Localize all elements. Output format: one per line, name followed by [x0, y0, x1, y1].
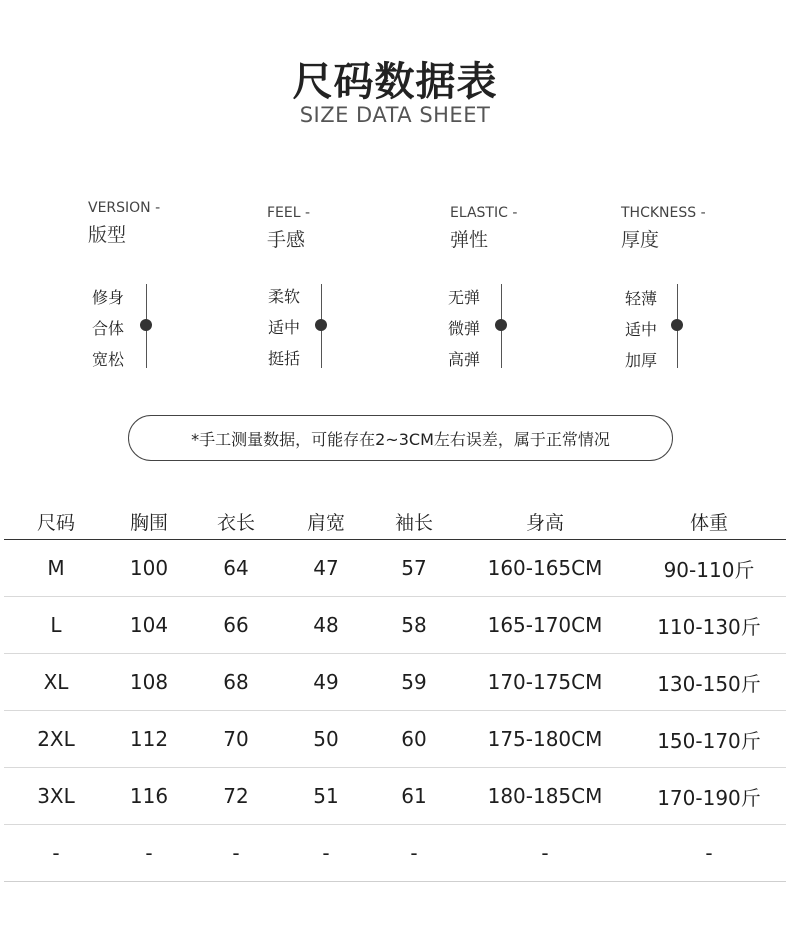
table-cell: 47	[282, 540, 370, 597]
column-header: 尺码	[4, 503, 108, 540]
table-cell: 48	[282, 597, 370, 654]
table-cell: 50	[282, 711, 370, 768]
table-cell: -	[458, 825, 632, 882]
scale-option: 合体	[92, 319, 125, 338]
table-cell: 51	[282, 768, 370, 825]
scale-marker	[315, 319, 327, 331]
table-cell: 90-110斤	[632, 540, 786, 597]
thickness-scale	[625, 284, 765, 368]
page-subtitle: SIZE DATA SHEET	[299, 103, 491, 127]
table-cell: 2XL	[4, 711, 108, 768]
table-cell: 49	[282, 654, 370, 711]
attribute-thickness	[621, 205, 706, 252]
attribute-en-label: ELASTIC -	[450, 205, 518, 221]
table-cell: -	[108, 825, 190, 882]
table-cell: 72	[190, 768, 282, 825]
attribute-feel	[267, 205, 310, 252]
scale-option: 修身	[92, 288, 125, 307]
scale-marker	[140, 319, 152, 331]
table-cell: -	[632, 825, 786, 882]
table-cell: 58	[370, 597, 458, 654]
scale-option: 宽松	[92, 350, 125, 369]
scale-option: 挺括	[268, 349, 301, 368]
scale-option: 高弹	[448, 350, 481, 369]
table-cell: 100	[108, 540, 190, 597]
column-header: 身高	[458, 503, 632, 540]
table-cell: 70	[190, 711, 282, 768]
scale-marker	[495, 319, 507, 331]
scale-option: 微弹	[448, 319, 481, 338]
table-row	[4, 711, 786, 768]
table-cell: -	[282, 825, 370, 882]
table-cell: 170-175CM	[458, 654, 632, 711]
table-cell: 150-170斤	[632, 711, 786, 768]
column-header: 肩宽	[282, 503, 370, 540]
table-row	[4, 825, 786, 882]
table-cell: 110-130斤	[632, 597, 786, 654]
feel-scale	[268, 284, 408, 368]
scale-marker	[671, 319, 683, 331]
attribute-version	[88, 200, 160, 247]
table-cell: 165-170CM	[458, 597, 632, 654]
table-cell: 61	[370, 768, 458, 825]
table-cell: 108	[108, 654, 190, 711]
page-title: 尺码数据表	[292, 59, 498, 105]
scale-option: 无弹	[448, 288, 481, 307]
version-scale	[92, 284, 232, 368]
table-cell: 66	[190, 597, 282, 654]
table-cell: -	[190, 825, 282, 882]
table-cell: 3XL	[4, 768, 108, 825]
table-cell: 57	[370, 540, 458, 597]
scale-option: 适中	[625, 320, 658, 339]
column-header: 体重	[632, 503, 786, 540]
table-cell: 160-165CM	[458, 540, 632, 597]
size-table	[4, 503, 786, 882]
measurement-note: *手工测量数据，可能存在2~3CM左右误差，属于正常情况	[128, 415, 673, 461]
table-cell: 59	[370, 654, 458, 711]
table-cell: 64	[190, 540, 282, 597]
attribute-cn-label: 厚度	[621, 229, 660, 251]
table-row	[4, 768, 786, 825]
table-cell: 175-180CM	[458, 711, 632, 768]
table-header-row	[4, 503, 786, 540]
table-row	[4, 597, 786, 654]
table-cell: 60	[370, 711, 458, 768]
table-cell: 130-150斤	[632, 654, 786, 711]
column-header: 袖长	[370, 503, 458, 540]
table-cell: 68	[190, 654, 282, 711]
attribute-cn-label: 版型	[88, 224, 127, 246]
table-cell: XL	[4, 654, 108, 711]
scale-option: 加厚	[625, 351, 658, 370]
table-cell: L	[4, 597, 108, 654]
column-header: 衣长	[190, 503, 282, 540]
attribute-en-label: VERSION -	[88, 200, 161, 216]
attribute-cn-label: 手感	[267, 229, 306, 251]
attribute-cn-label: 弹性	[450, 229, 489, 251]
table-cell: 116	[108, 768, 190, 825]
table-cell: -	[370, 825, 458, 882]
table-row	[4, 540, 786, 597]
table-cell: 112	[108, 711, 190, 768]
attribute-en-label: FEEL -	[267, 205, 311, 221]
table-cell: 104	[108, 597, 190, 654]
attribute-en-label: THCKNESS -	[621, 205, 706, 221]
elastic-scale	[448, 284, 588, 368]
scale-option: 轻薄	[625, 289, 658, 308]
column-header: 胸围	[108, 503, 190, 540]
scale-option: 柔软	[268, 287, 301, 306]
table-cell: M	[4, 540, 108, 597]
table-cell: 180-185CM	[458, 768, 632, 825]
table-cell: 170-190斤	[632, 768, 786, 825]
table-cell: -	[4, 825, 108, 882]
scale-option: 适中	[268, 318, 301, 337]
table-row	[4, 654, 786, 711]
attribute-elastic	[450, 205, 517, 252]
